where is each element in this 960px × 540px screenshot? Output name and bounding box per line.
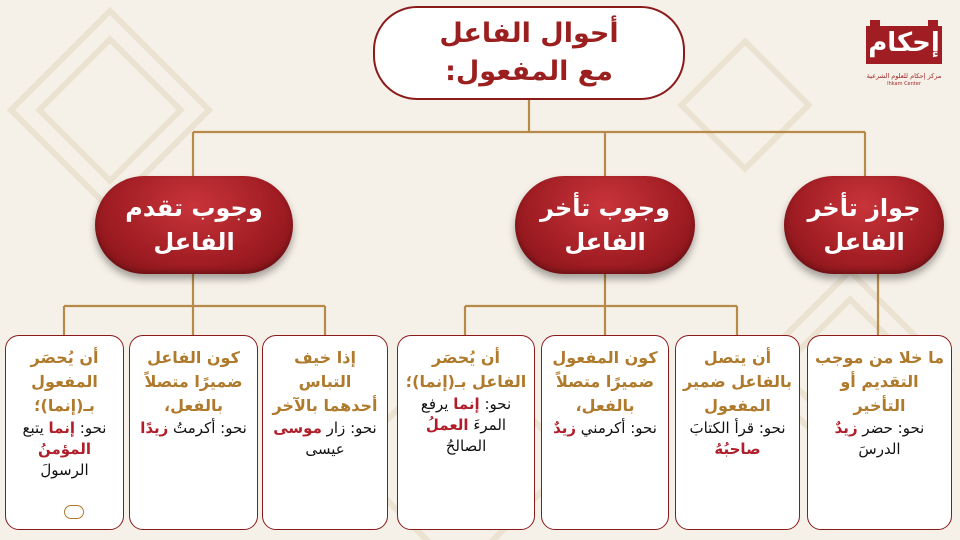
example-text: يتبع [22,419,49,437]
logo-subtitle: مركز إحكام للعلوم الشرعية [866,72,942,80]
example-text: نحو: قرأ الكتابَ [689,419,786,437]
example-highlight: زيدٌ [834,419,858,437]
rule-example [270,418,380,460]
example-text: نحو: [75,419,107,437]
rule-example [405,394,527,457]
example-text: يرفع المرءَ [420,395,507,434]
example-text: الدرسَ [858,440,901,458]
rule-heading: ما خلا من موجب التقديم أو التأخير [814,348,944,415]
example-highlight: موسى [273,419,322,437]
rule-example [815,418,944,460]
example-text: نحو: زار [321,419,377,437]
category-must-follow [515,176,695,274]
category-must-precede [95,176,293,274]
rule-card-free-order [807,335,952,530]
rule-heading: أن يُحصَر المفعول بـ(إنما)؛ [30,348,99,415]
rule-example [137,418,250,439]
example-text: الرسولَ [40,461,89,479]
rule-heading: كون الفاعل ضميرًا متصلاً بالفعل، [144,348,243,415]
logo-tagline: Ihkam Center [887,81,921,87]
rule-heading: أن يتصل بالفاعل ضمير المفعول [683,348,792,415]
rule-heading: أن يُحصَر الفاعل بـ(إنما)؛ [405,348,527,391]
rule-example [13,418,116,481]
example-text: نحو: حضر [857,419,925,437]
brand-logo [866,20,942,90]
category-label-line1: وجوب تقدم [125,194,263,222]
example-highlight: العملُ [425,416,469,434]
category-label-line2: الفاعل [564,228,646,256]
rule-card-object-pronoun [541,335,669,530]
example-highlight: المؤمنُ [37,440,92,458]
example-text: نحو: [479,395,512,413]
category-label-line1: جواز تأخر [807,194,921,222]
example-text: الصالحُ [445,437,487,455]
example-highlight: إنما [48,419,75,437]
example-highlight: زيدًا [140,419,169,437]
category-may-follow [784,176,944,274]
rule-heading: كون المفعول ضميرًا متصلاً بالفعل، [552,348,658,415]
title-line-1: أحوال الفاعل [439,18,619,49]
rule-example [683,418,792,460]
category-label-line2: الفاعل [153,228,235,256]
category-label-line1: وجوب تأخر [540,194,670,222]
rule-card-predicate-restricted-object [5,335,124,530]
rule-card-object-pronoun-attached [675,335,800,530]
rule-card-restricted-subject [397,335,535,530]
logo-wordmark: إحكام [868,28,940,58]
category-label-line2: الفاعل [823,228,905,256]
diagram-title [373,6,685,100]
rule-card-ambiguity [262,335,388,530]
rule-card-subject-pronoun [129,335,258,530]
example-highlight: زيدٌ [553,419,577,437]
example-highlight: إنما [453,395,480,413]
example-highlight: صاحبُهُ [714,440,761,458]
example-text: نحو: أكرمتُ [168,419,247,437]
example-text: نحو: أكرمني [576,419,657,437]
rule-example [549,418,661,439]
title-line-2: مع المفعول: [445,56,613,87]
rule-heading: إذا خيف التباس أحدهما بالآخر [272,348,378,415]
example-text: عيسى [305,440,345,458]
salutation-seal-icon [64,505,84,519]
